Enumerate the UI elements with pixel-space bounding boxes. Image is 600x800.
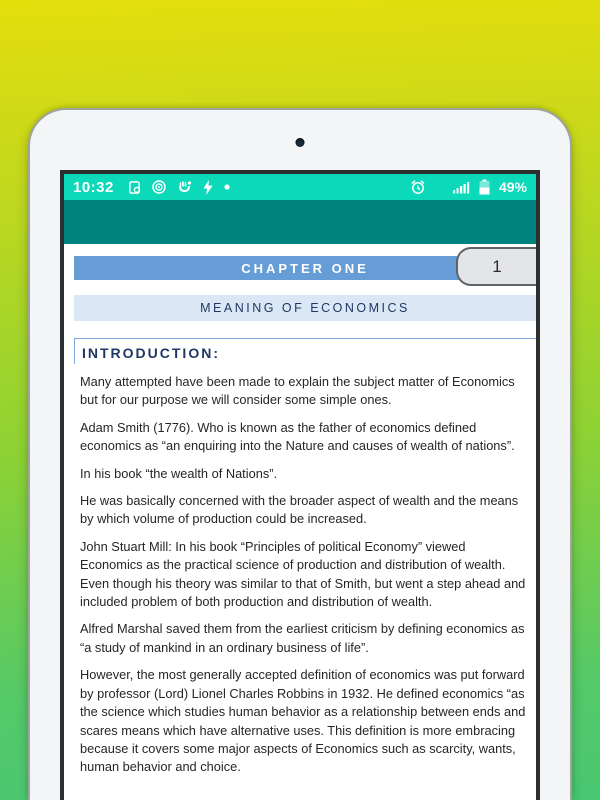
screenshot-icon: [127, 180, 142, 195]
status-bar: [64, 174, 536, 200]
battery-icon: [479, 179, 490, 195]
alarm-clock-icon: [410, 179, 426, 195]
document-body: [64, 373, 536, 777]
paragraph: Adam Smith (1776). Who is known as the father of economics defined economics as “an enquiring into the Nature and causes of wealth of nations”.: [80, 419, 515, 454]
introduction-heading-box: [74, 338, 536, 364]
notification-dot-icon: [223, 183, 231, 191]
device-screen: [60, 170, 540, 800]
battery-percent: 49%: [498, 179, 527, 195]
palm-gesture-icon: [176, 179, 193, 195]
signal-strength-icon: [453, 180, 470, 194]
paragraph: He was basically concerned with the broader aspect of wealth and the means by which volume of production could be increased.: [80, 493, 519, 527]
status-time: 10:32: [73, 178, 114, 196]
page-number: 1: [492, 256, 502, 276]
document-page[interactable]: [64, 244, 536, 800]
chapter-title: CHAPTER ONE: [241, 260, 369, 276]
hotspot-icon: [151, 179, 167, 195]
introduction-heading: INTRODUCTION:: [82, 345, 220, 361]
section-title-bar: [74, 295, 536, 321]
paragraph: In his book “the wealth of Nations”.: [80, 465, 278, 481]
paragraph: Many attempted have been made to explain the subject matter of Economics but for our purpose we will consider some simple ones.: [80, 374, 515, 408]
front-camera-icon: [296, 138, 305, 147]
paragraph: John Stuart Mill: In his book “Principles of political Economy” viewed Economics as the practical science of production and distribution of wealth. Even though his theory was similar to that of Smith, but went a step ahead and included problem of both production and distribution of wealth.: [80, 538, 526, 610]
paragraph: However, the most generally accepted definition of economics was put forward by professor (Lord) Lionel Charles Robbins in 1932. He defined economics “as the science which studies human behavior as a relationship between ends and scares means which have alternative uses. This definition is more embracing because it covers some major aspects of Economics such as scarcity, wants, human behavior and choice.: [80, 667, 526, 775]
chapter-header-row: [74, 247, 536, 287]
paragraph: Alfred Marshal saved them from the earliest criticism by defining economics as “a study of mankind in an ordinary business of life”.: [80, 621, 525, 655]
flash-charging-icon: [202, 180, 214, 195]
section-title: MEANING OF ECONOMICS: [200, 301, 410, 315]
tablet-device-frame: [30, 110, 570, 800]
app-header-bar: [64, 200, 536, 244]
page-number-tab[interactable]: [456, 247, 536, 286]
